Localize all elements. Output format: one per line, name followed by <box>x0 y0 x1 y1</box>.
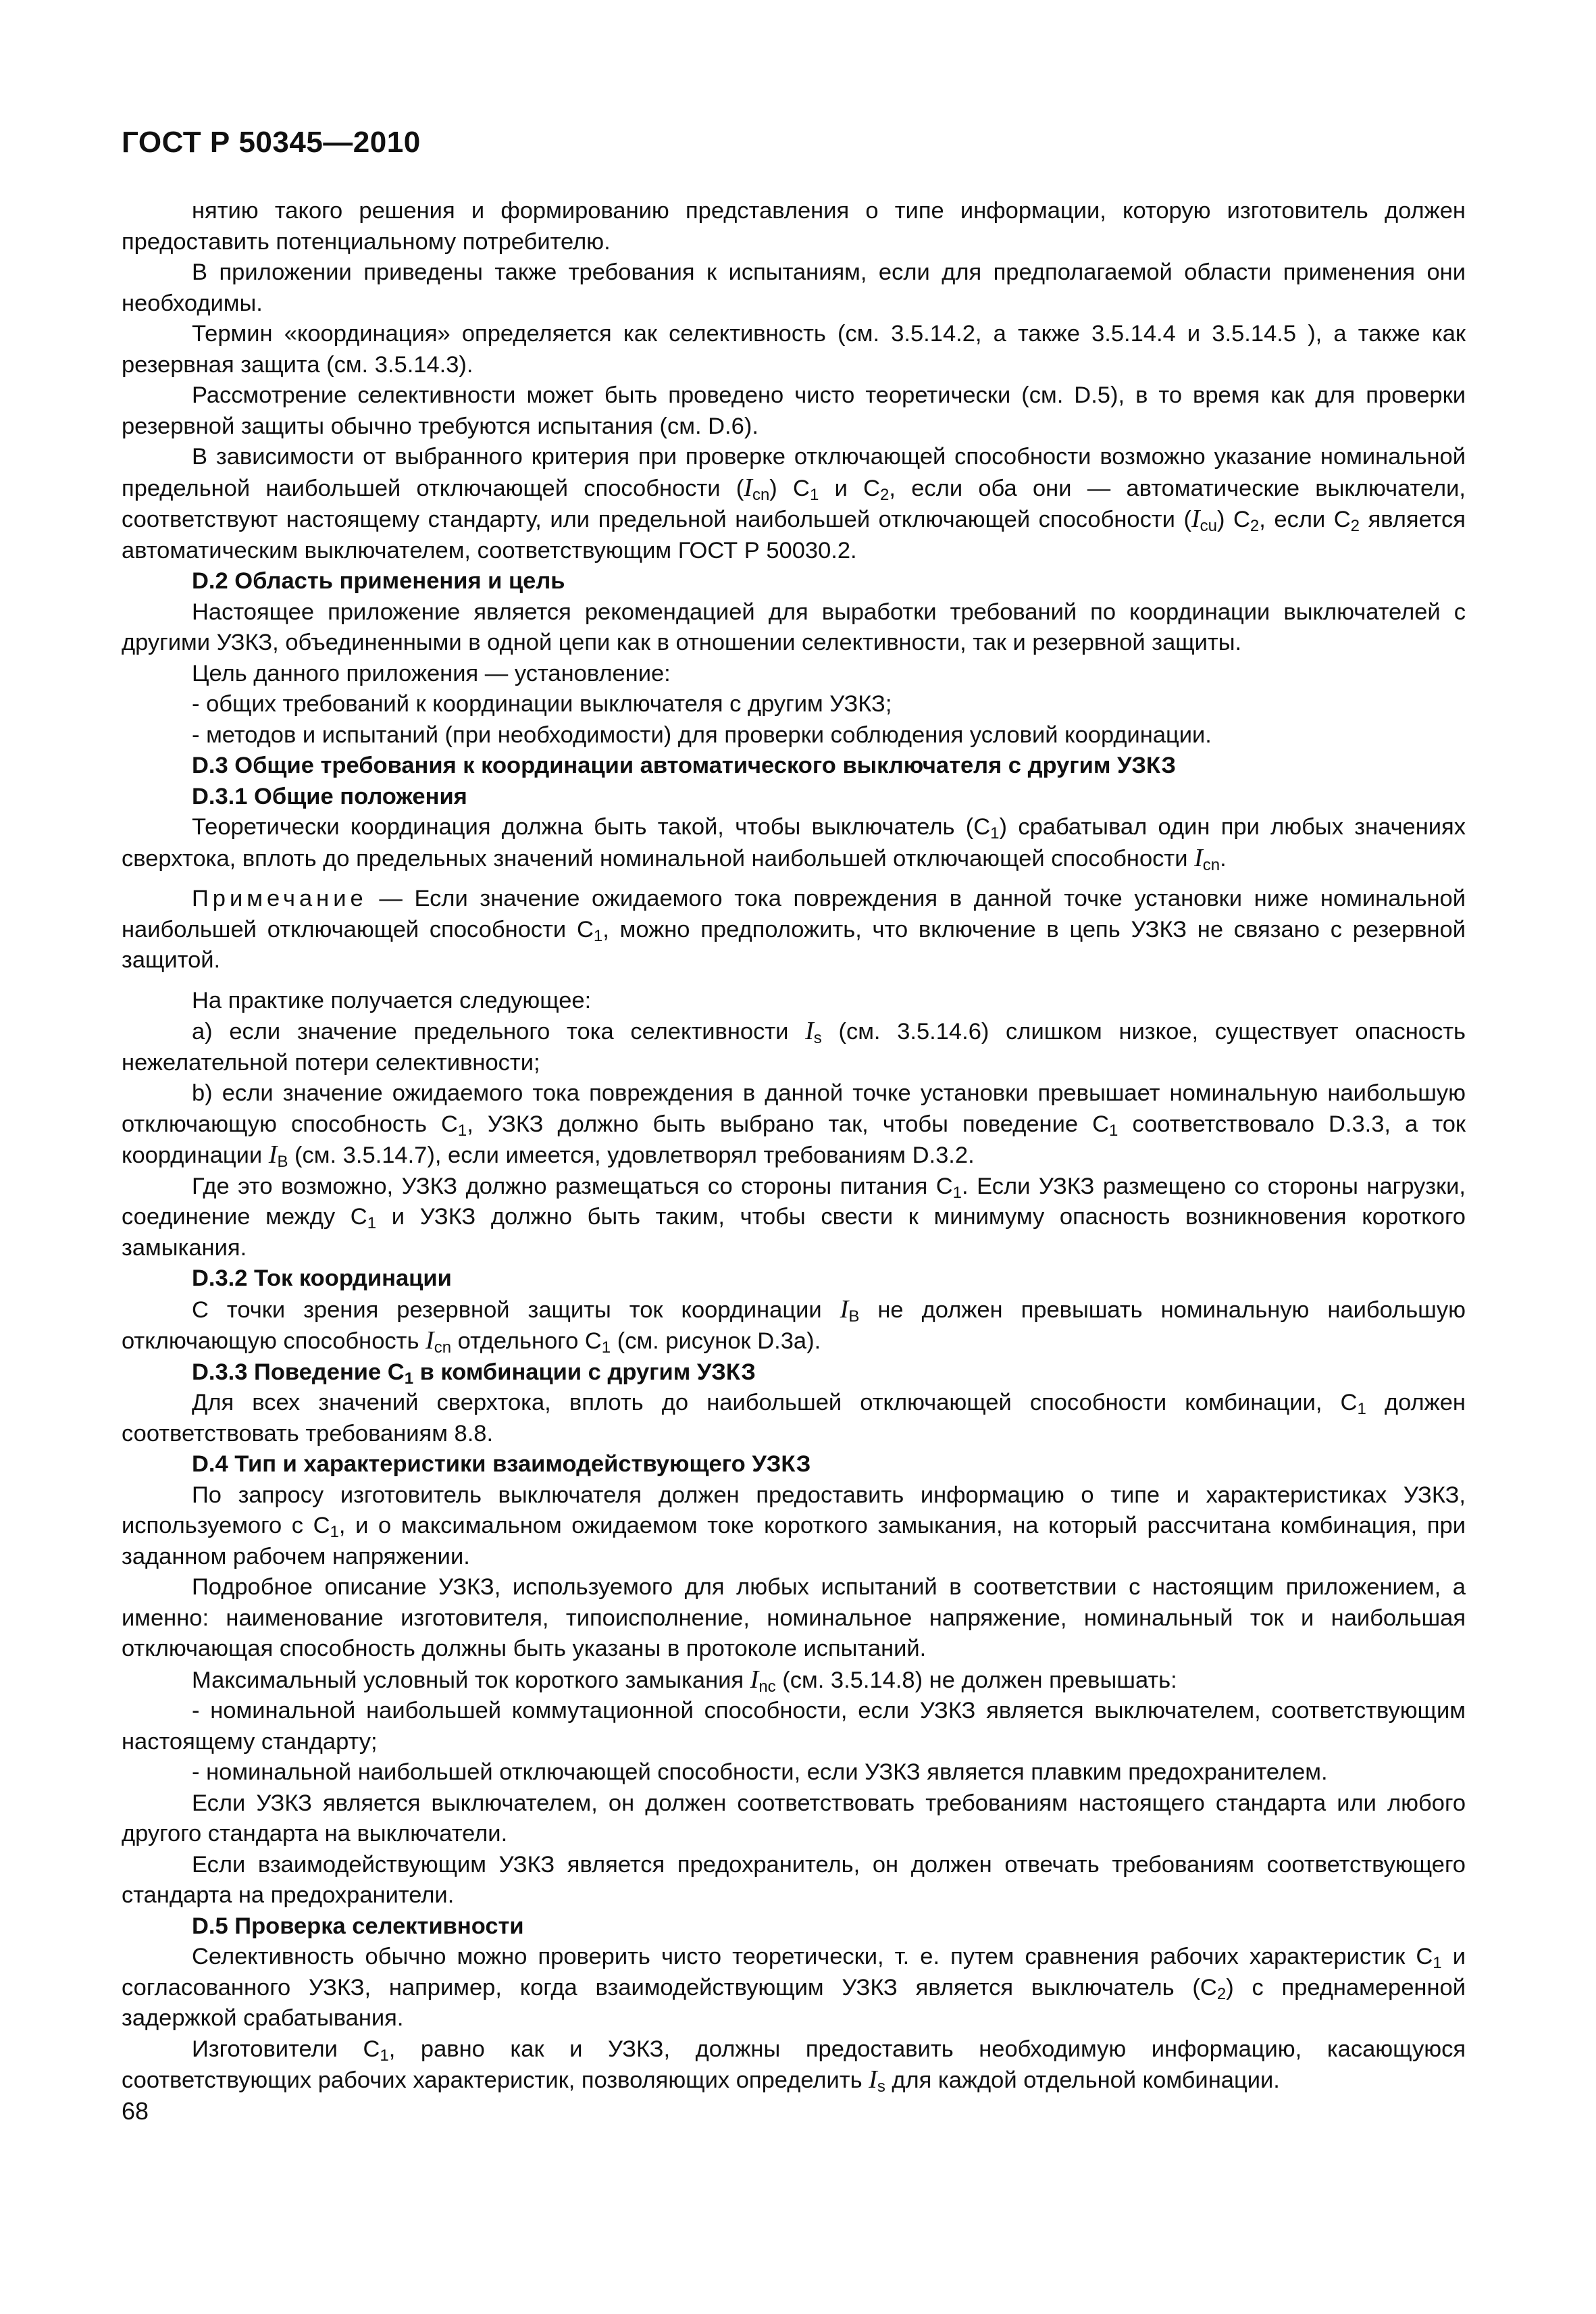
text-run: (см. 3.5.14.6) слишком низкое, существует опасность нежелательной потери селективности; <box>122 1019 1466 1076</box>
document-header: ГОСТ Р 50345—2010 <box>122 126 421 159</box>
text-run: ) срабатывал один при любых значениях сверхтока, вплоть до предельных значений номинальной наибольшей отключающей способности <box>122 814 1466 872</box>
subscript: 2 <box>1250 517 1260 535</box>
paragraph <box>122 442 1466 566</box>
subscript: cn <box>752 485 770 504</box>
text-run: Для всех значений сверхтока, вплоть до наибольшей отключающей способности комбинации, C <box>192 1390 1358 1415</box>
variable-symbol: I <box>805 1017 814 1045</box>
paragraph: нятию такого решения и формированию представления о типе информации, которую изготовитель должен предоставить потенциальному потребителю. <box>122 198 1466 255</box>
text-run: отдельного C <box>451 1328 602 1354</box>
section-heading: D.5 Проверка селективности <box>192 1913 524 1939</box>
subscript: 1 <box>990 824 1000 842</box>
text-run: , равно как и УЗКЗ, должны предоставить необходимую информацию, касающуюся соответствующих рабочих характеристик, позволяющих определить <box>122 2036 1466 2093</box>
paragraph: Настоящее приложение является рекомендацией для выработки требований по координации выключателей с другими УЗКЗ, объединенными в одной цепи как в отношении селективности, так и резервной защиты. <box>122 599 1466 655</box>
paragraph <box>122 1078 1466 1172</box>
paragraph <box>122 1942 1466 2034</box>
text-run: , УЗКЗ должно быть выбрано так, чтобы поведение C <box>467 1111 1110 1137</box>
text-run: является автоматическим выключателем, соответствующим ГОСТ Р 50030.2. <box>122 507 1466 563</box>
subscript: 2 <box>880 485 890 504</box>
note-label: Примечание <box>192 886 367 911</box>
text-run: ) с преднамеренной задержкой срабатывания. <box>122 1974 1466 2031</box>
text-run: (см. 3.5.14.8) не должен превышать: <box>775 1667 1177 1693</box>
text-run: Изготовители C <box>192 2036 380 2062</box>
text-run: для каждой отдельной комбинации. <box>885 2067 1280 2093</box>
subscript: 2 <box>1350 517 1360 535</box>
section-heading: D.3 Общие требования к координации автоматического выключателя с другим УЗКЗ <box>192 753 1176 778</box>
subscript: 1 <box>1357 1400 1366 1418</box>
variable-symbol: I <box>426 1326 434 1355</box>
text-run: D.3.3 Поведение C <box>192 1359 405 1385</box>
paragraph: Если УЗКЗ является выключателем, он должен соответствовать требованиям настоящего стандарта или любого другого стандарта на выключатели. <box>122 1790 1466 1846</box>
page-number: 68 <box>122 2097 149 2125</box>
paragraph <box>122 812 1466 874</box>
paragraph <box>122 2034 1466 2096</box>
variable-symbol: I <box>869 2065 877 2094</box>
text-run: соответствовало D.3.3, а ток координации <box>122 1111 1466 1168</box>
paragraph <box>122 1294 1466 1357</box>
paragraph: Подробное описание УЗКЗ, используемого для любых испытаний в соответствии с настоящим приложением, а именно: наименование изготовителя, типоисполнение, номинальное напряжение, номинальный ток и наибольшая отключающая способность должны быть указаны в протоколе испытаний. <box>122 1574 1466 1661</box>
paragraph <box>122 1480 1466 1573</box>
paragraph: В приложении приведены также требования к испытаниям, если для предполагаемой области применения они необходимы. <box>122 259 1466 316</box>
text-run: По запросу изготовитель выключателя должен предоставить информацию о типе и характеристиках УЗКЗ, используемого с C <box>122 1482 1466 1538</box>
list-item: - номинальной наибольшей отключающей способности, если УЗКЗ является плавким предохранителем. <box>192 1759 1328 1785</box>
paragraph: На практике получается следующее: <box>192 987 592 1013</box>
text-run: и согласованного УЗКЗ, например, когда взаимодействующим УЗКЗ является выключатель (C <box>122 1944 1466 2001</box>
text-run: . Если УЗКЗ размещено со стороны нагрузки, соединение между C <box>122 1173 1466 1230</box>
text-run: Максимальный условный ток короткого замыкания <box>192 1667 750 1693</box>
section-heading: D.2 Область применения и цель <box>192 568 565 594</box>
text-run: Теоретически координация должна быть такой, чтобы выключатель (C <box>192 814 991 840</box>
subscript: 1 <box>380 2046 389 2065</box>
text-run: не должен превышать номинальную наибольшую отключающую способность <box>122 1297 1466 1354</box>
text-run: В зависимости от выбранного критерия при проверке отключающей способности возможно указание номинальной предельной наибольшей отключающей способности ( <box>122 444 1466 501</box>
subscript: cn <box>1202 855 1220 874</box>
text-run: ) C <box>1216 507 1250 532</box>
subscript: 1 <box>404 1369 414 1388</box>
subscript: 1 <box>1109 1121 1118 1140</box>
text-run: , можно предположить, что включение в цепь УЗКЗ не связано с резервной защитой. <box>122 916 1466 973</box>
text-run: и УЗКЗ должно быть таким, чтобы свести к минимуму опасность возникновения короткого замыкания. <box>122 1204 1466 1261</box>
subscript: 1 <box>457 1121 467 1140</box>
subscript: 1 <box>367 1214 377 1232</box>
subsection-heading: D.3.2 Ток координации <box>192 1265 452 1291</box>
subscript: s <box>813 1029 822 1047</box>
subscript: cn <box>434 1338 452 1357</box>
variable-symbol: I <box>840 1294 849 1324</box>
subsection-heading: D.3.1 Общие положения <box>192 783 467 809</box>
paragraph <box>122 1388 1466 1449</box>
subscript: 1 <box>601 1338 611 1357</box>
text-run: Селективность обычно можно проверить чисто теоретически, т. е. путем сравнения рабочих характеристик C <box>192 1944 1433 1969</box>
text-run: , если C <box>1259 507 1351 532</box>
text-run: Где это возможно, УЗКЗ должно размещаться со стороны питания C <box>192 1173 953 1199</box>
subscript: s <box>877 2078 885 2096</box>
text-run: в комбинации с другим УЗКЗ <box>413 1359 756 1385</box>
subscript: cu <box>1200 517 1217 535</box>
paragraph: Рассмотрение селективности может быть проведено чисто теоретически (см. D.5), в то время как для проверки резервной защиты обычно требуются испытания (см. D.6). <box>122 382 1466 439</box>
paragraph: Термин «координация» определяется как селективность (см. 3.5.14.2, а также 3.5.14.4 и 3.5.14.5 ), а также как резервная защита (см. 3.5.14.3). <box>122 321 1466 378</box>
subscript: 1 <box>1433 1954 1442 1972</box>
paragraph <box>122 1665 1466 1696</box>
text-run: (см. рисунок D.3a). <box>611 1328 821 1354</box>
text-run: , и о максимальном ожидаемом токе короткого замыкания, на который рассчитана комбинация, при заданном рабочем напряжении. <box>122 1513 1466 1569</box>
subscript: 1 <box>330 1523 339 1541</box>
subscript: nc <box>758 1677 776 1696</box>
subscript: 1 <box>809 485 819 504</box>
text-run: — Если значение ожидаемого тока повреждения в данной точке установки ниже номинальной наибольшей отключающей способности C <box>122 886 1466 942</box>
paragraph <box>122 1172 1466 1264</box>
subscript: B <box>277 1153 288 1171</box>
subsection-heading <box>122 1357 1466 1388</box>
paragraph <box>122 1016 1466 1078</box>
subscript: 1 <box>952 1183 962 1202</box>
text-run: (см. 3.5.14.7), если имеется, удовлетворял требованиям D.3.2. <box>288 1142 975 1168</box>
text-run: а) если значение предельного тока селективности <box>192 1019 806 1045</box>
variable-symbol: I <box>750 1665 759 1694</box>
paragraph: Цель данного приложения — установление: <box>192 660 671 686</box>
variable-symbol: I <box>268 1140 278 1169</box>
subscript: 1 <box>593 926 603 945</box>
text-run: . <box>1220 845 1227 872</box>
subscript: 2 <box>1216 1984 1227 2003</box>
list-item: - методов и испытаний (при необходимости) для проверки соблюдения условий координации. <box>192 722 1212 748</box>
text-run: С точки зрения резервной защиты ток координации <box>192 1297 840 1323</box>
variable-symbol: I <box>744 473 752 502</box>
list-item: - номинальной наибольшей коммутационной способности, если УЗКЗ является выключателем, соответствующим настоящему стандарту; <box>122 1698 1466 1755</box>
paragraph: Если взаимодействующим УЗКЗ является предохранитель, он должен отвечать требованиям соответствующего стандарта на предохранители. <box>122 1851 1466 1908</box>
variable-symbol: I <box>1191 505 1200 533</box>
list-item: - общих требований к координации выключателя с другим УЗКЗ; <box>192 691 892 717</box>
text-run: и C <box>819 475 881 501</box>
variable-symbol: I <box>1194 843 1203 872</box>
document-body <box>122 196 1466 2096</box>
subscript: B <box>848 1307 860 1326</box>
text-run: ) C <box>769 475 810 501</box>
section-heading: D.4 Тип и характеристики взаимодействующего УЗКЗ <box>192 1451 811 1477</box>
text-run: b) если значение ожидаемого тока повреждения в данной точке установки превышает номинальную наибольшую отключающую способность C <box>122 1080 1466 1137</box>
text-run: должен соответствовать требованиям 8.8. <box>122 1390 1466 1447</box>
text-run: , если оба они — автоматические выключатели, соответствуют настоящему стандарту, или предельной наибольшей отключающей способности ( <box>122 475 1466 532</box>
note-paragraph <box>122 884 1466 976</box>
